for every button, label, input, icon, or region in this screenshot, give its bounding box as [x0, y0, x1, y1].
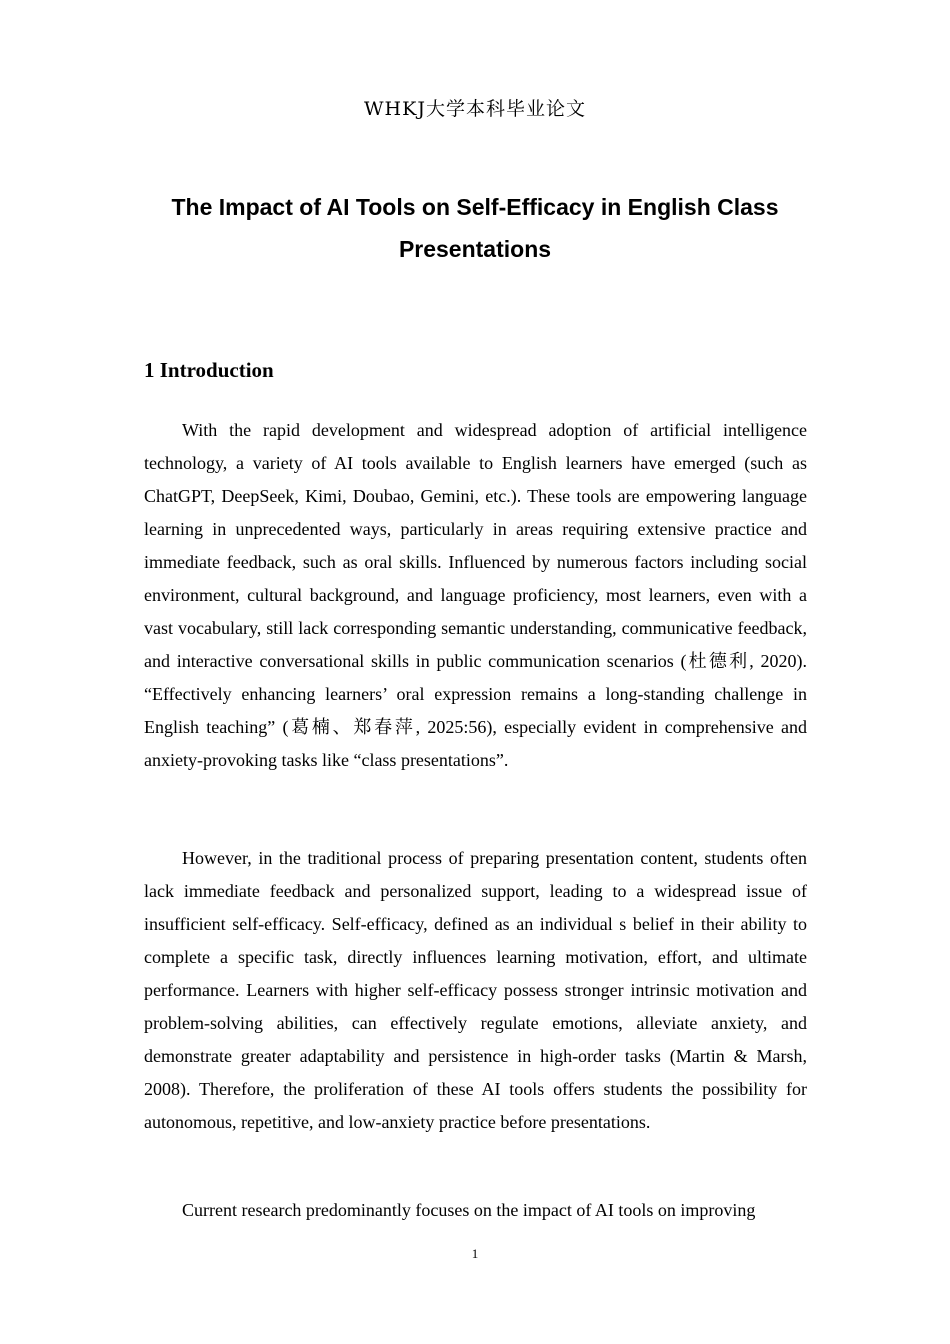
- body-paragraph: Current research predominantly focuses on the impact of AI tools on improving: [182, 1200, 756, 1220]
- university-header: WHKJ大学本科毕业论文: [364, 98, 586, 120]
- body-paragraph: With the rapid development and widespread adoption of artificial intelligence technology, a variety of AI tools available to English learners have emerged (such as ChatGPT, DeepSeek, Kimi, Doubao, Gemini, etc.). These tools are empowering language learning in unprecedented ways, particularly in areas requiring extensive practice and immediate feedback, such as oral skills. Influenced by numerous factors including social environment, cultural background, and language proficiency, most learners, even with a vast vocabulary, still lack corresponding semantic understanding, communicative feedback, and interactive conversational skills in public communication scenarios (杜德利, 2020). “Effectively enhancing learners’ oral expression remains a long-standing challenge in English teaching” (葛楠、郑春萍, 2025:56), especially evident in comprehensive and anxiety-provoking tasks like “class presentations”.: [144, 420, 807, 770]
- paper-title: The Impact of AI Tools on Self-Efficacy in English Class Presentations: [171, 194, 779, 262]
- body-paragraph: However, in the traditional process of preparing presentation content, students often lack immediate feedback and personalized support, leading to a widespread issue of insufficient self-efficacy. Self-efficacy, defined as an individual s belief in their ability to complete a specific task, directly influences learning motivation, effort, and ultimate performance. Learners with higher self-efficacy possess stronger intrinsic motivation and problem-solving abilities, can effectively regulate emotions, alleviate anxiety, and demonstrate greater adaptability and persistence in high-order tasks (Martin & Marsh, 2008). Therefore, the proliferation of these AI tools offers students the possibility for autonomous, repetitive, and low-anxiety practice before presentations.: [144, 848, 807, 1132]
- page-number: 1: [471, 1246, 479, 1261]
- section-heading-introduction: 1 Introduction: [144, 358, 274, 382]
